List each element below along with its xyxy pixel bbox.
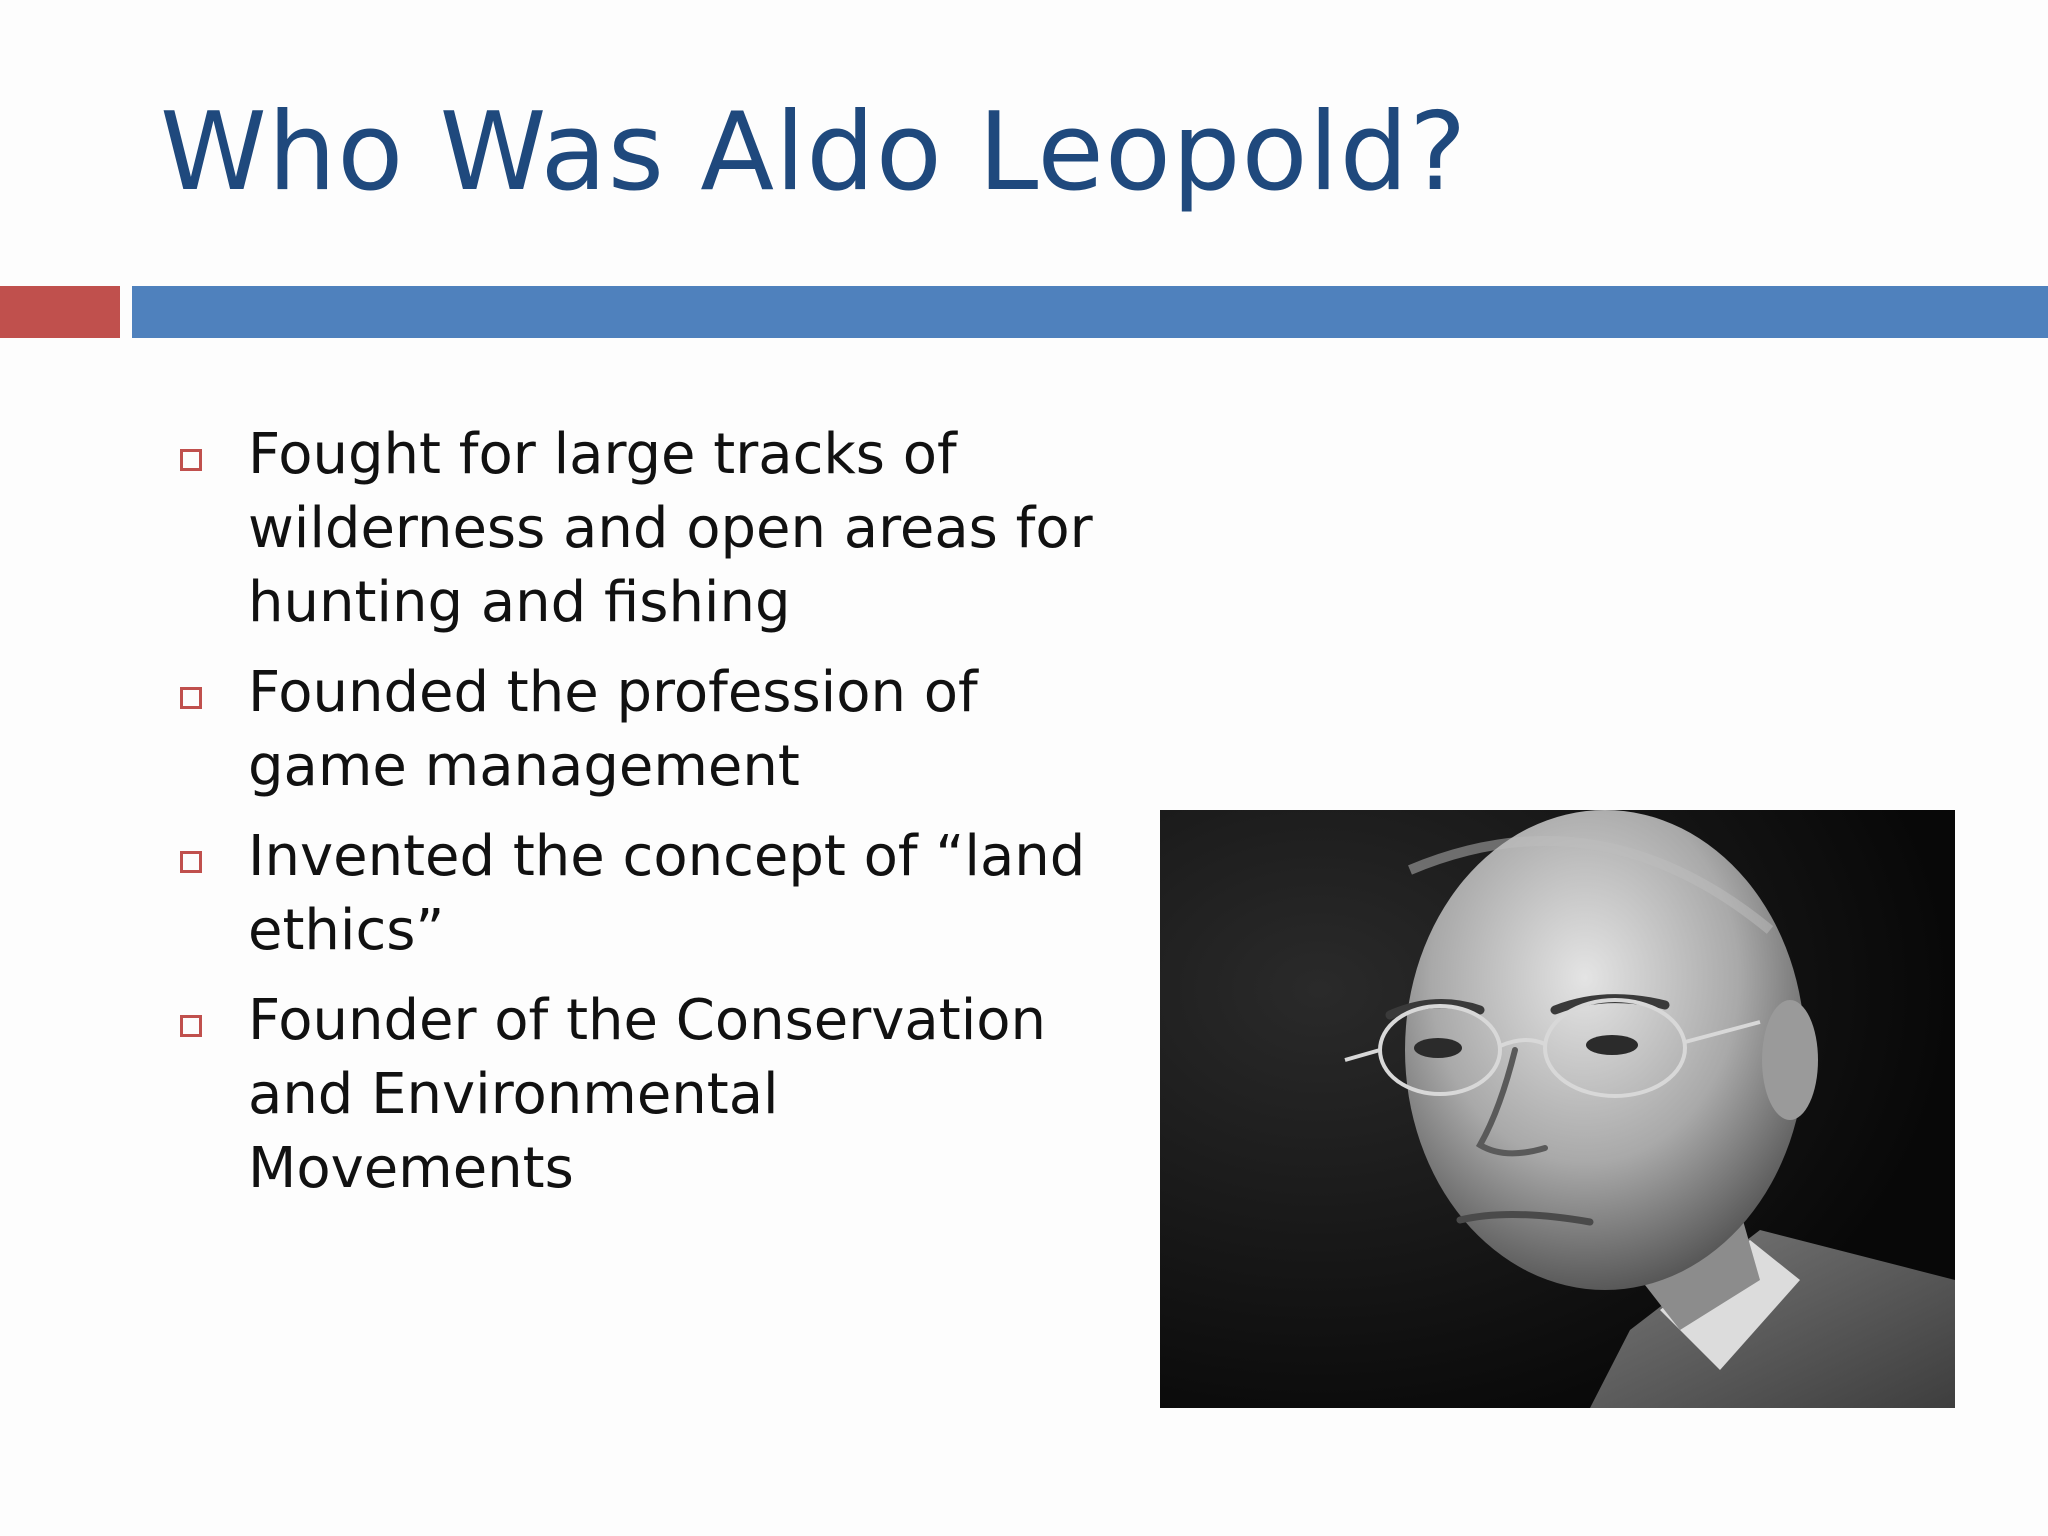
portrait-illustration xyxy=(1160,810,1955,1408)
hollow-square-bullet-icon xyxy=(180,851,202,873)
portrait-photo xyxy=(1160,810,1955,1408)
bullet-item xyxy=(176,418,1096,640)
bullet-text: Founded the profession of game management xyxy=(248,660,978,799)
bullet-item xyxy=(176,656,1096,804)
bullet-text: Fought for large tracks of wilderness and open areas for hunting and fishing xyxy=(248,422,1093,635)
bullet-text: Invented the concept of “land ethics” xyxy=(248,824,1086,963)
bullet-item xyxy=(176,820,1096,968)
slide-title: Who Was Aldo Leopold? xyxy=(160,90,1468,215)
hollow-square-bullet-icon xyxy=(180,449,202,471)
accent-bar-red xyxy=(0,286,120,338)
bullet-text: Founder of the Conservation and Environmental Movements xyxy=(248,988,1046,1201)
bullet-list xyxy=(176,418,1096,1222)
hollow-square-bullet-icon xyxy=(180,1015,202,1037)
accent-bar-blue xyxy=(132,286,2048,338)
bullet-item xyxy=(176,984,1096,1206)
hollow-square-bullet-icon xyxy=(180,687,202,709)
